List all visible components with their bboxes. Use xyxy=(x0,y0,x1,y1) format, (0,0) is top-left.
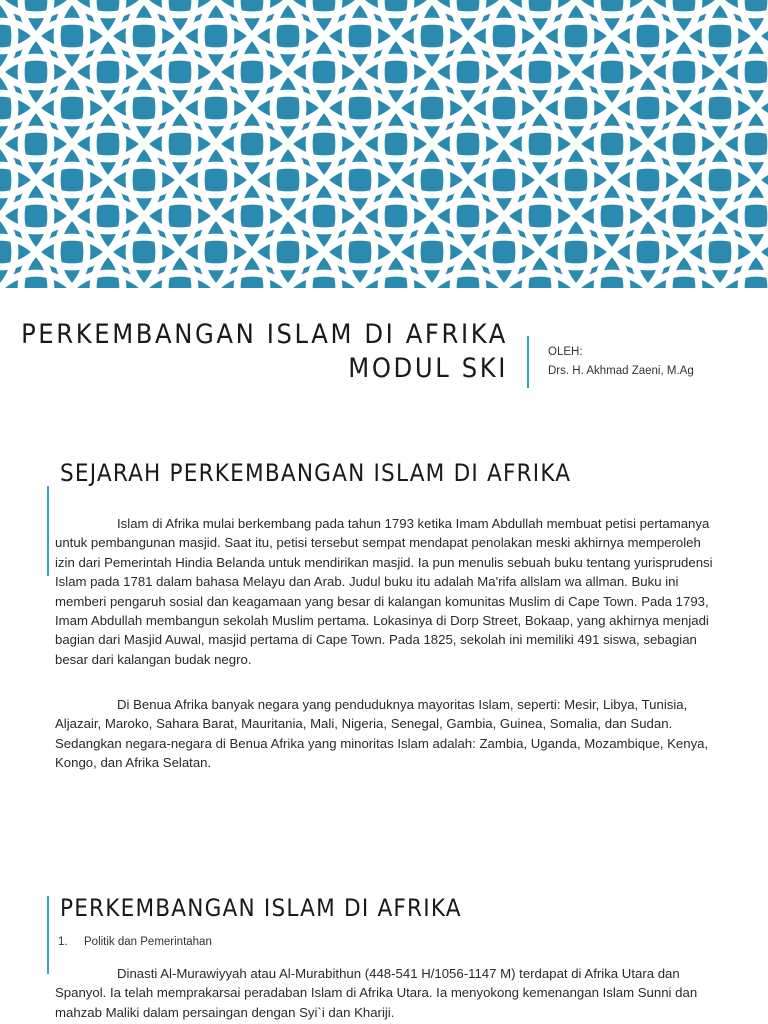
list-number: 1. xyxy=(58,936,68,948)
cover-title-line1: PERKEMBANGAN ISLAM DI AFRIKA xyxy=(21,319,508,350)
slide2-paragraph: Dinasti Al-Murawiyyah atau Al-Murabithun (448-541 H/1056-1147 M) terdapat di Afrika Utara dan Spanyol. Ia telah memprakarsai peradaban Islam di Afrika Utara. Ia menyokong kemenangan Islam Sunni dan mahzab Maliki dalam persaingan dengan Syi`i dan Khariji. xyxy=(55,966,698,1020)
cover-author xyxy=(548,343,694,381)
slide1-paragraph1: Islam di Afrika mulai berkembang pada tahun 1793 ketika Imam Abdullah membuat petisi pertamanya untuk pembangunan masjid. Saat itu, petisi tersebut sempat mendapat penolakan meski akhirnya memperoleh izin dari Pemerintah Hindia Belanda untuk mendirikan masjid. Ia pun menulis sebuah buku tentang yurisprudensi Islam pada 1781 dalam bahasa Melayu dan Arab. Judul buku itu adalah Ma'rifa allslam wa allman. Buku ini memberi pengaruh sosial dan keagamaan yang besar di kalangan komunitas Muslim di Cape Town. Pada 1793, Imam Abdullah membangun sekolah Muslim pertama. Lokasinya di Dorp Street, Bokaap, yang akhirnya menjadi bagian dari Masjid Auwal, masjid pertama di Cape Town. Pada 1825, sekolah ini memiliki 491 siswa, sebagian besar dari kalangan budak negro. xyxy=(55,516,713,667)
decorative-pattern-banner xyxy=(0,0,768,288)
list-item xyxy=(58,936,212,948)
slide1-paragraph2: Di Benua Afrika banyak negara yang penduduknya mayoritas Islam, seperti: Mesir, Libya, Tunisia, Aljazair, Maroko, Sahara Barat, Mauritania, Mali, Nigeria, Senegal, Gambia, Guinea, Somalia, dan Sudan. Sedangkan negara-negara di Benua Afrika yang minoritas Islam adalah: Zambia, Uganda, Mozambique, Kenya, Kongo, dan Afrika Selatan. xyxy=(55,697,709,771)
author-name: Drs. H. Akhmad Zaeni, M.Ag xyxy=(548,365,694,377)
slide2-accent-bar xyxy=(47,896,49,974)
list-label: Politik dan Pemerintahan xyxy=(84,936,212,948)
slide1-title: SEJARAH PERKEMBANGAN ISLAM DI AFRIKA xyxy=(60,459,572,487)
slide2-title: PERKEMBANGAN ISLAM DI AFRIKA xyxy=(60,894,462,922)
author-label: OLEH: xyxy=(548,346,583,358)
cover-title xyxy=(21,318,508,386)
slide1-accent-bar xyxy=(47,486,49,576)
cover-title-line2: MODUL SKI xyxy=(348,353,508,384)
cover-divider xyxy=(527,336,529,388)
interlocking-circles-pattern xyxy=(0,0,768,288)
